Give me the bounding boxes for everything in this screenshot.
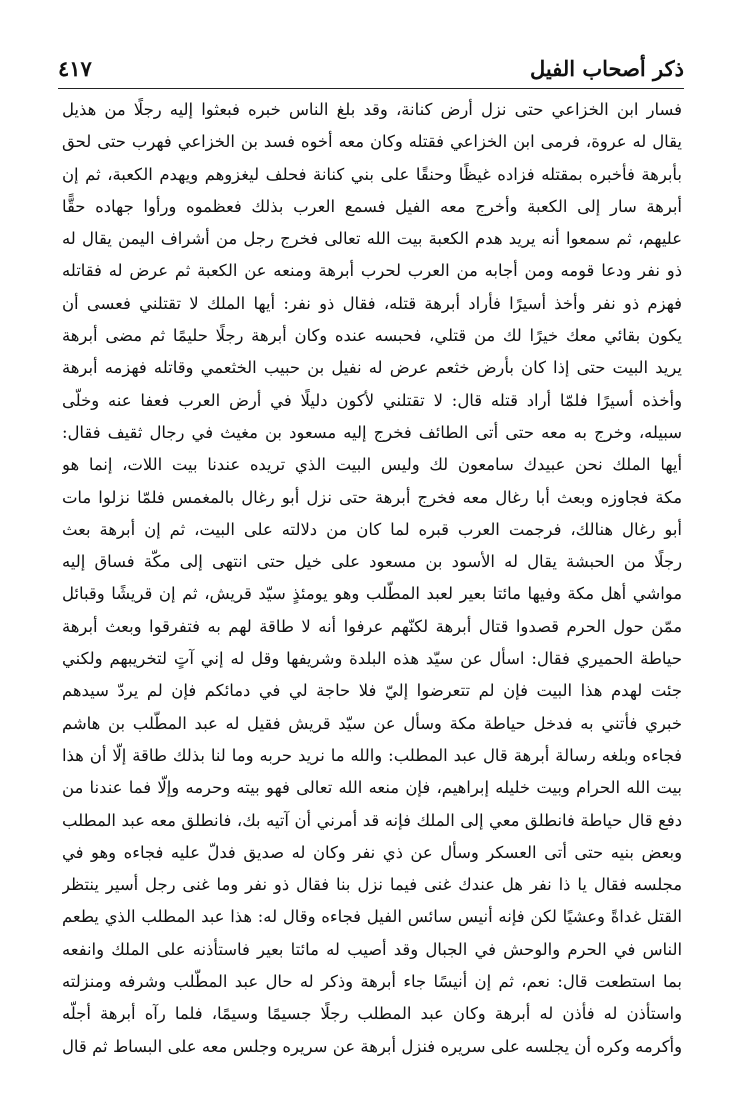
text-line: فسار ابن الخزاعي حتى نزل أرض كنانة، وقد بلغ الناس خبره فبعثوا إليه رجلًا من هذيل (62, 100, 682, 119)
text-line: واستأذن له فأذن له أبرهة وكان عبد المطلب رجلًا جسيمًا وسيمًا، فلما رآه أبرهة أجلّه (62, 1004, 682, 1024)
text-line: يكون بقائي معك خيرًا لك من قتلي، فحبسه عنده وكان أبرهة رجلًا حليمًا ثم مضى أبرهة (62, 326, 682, 346)
text-line: أيها الملك نحن عبيدك سامعون لك وليس البيت الذي تريده عندنا بيت اللات، إنما هو (62, 455, 682, 475)
text-line: وأخذه أسيرًا فلمّا أراد قتله قال: لا تقتلني لأكون دليلًا في أرض العرب فعفا عنه وخلّى (62, 390, 682, 410)
text-line: فهزم ذو نفر وأخذ أسيرًا فأراد أبرهة قتله، فقال ذو نفر: أيها الملك لا تقتلني فعسى أن (62, 293, 682, 313)
text-line: جئت لهدم هذا البيت فإن لم تتعرضوا إليّ فلا حاجة لي في دمائكم فإن لم يردّ سيدهم (62, 681, 682, 701)
text-line: الناس في الحرم والوحش في الجبال وقد أصيب له مائتا بعير فاستأذنه على الملك وانفعه (62, 939, 682, 959)
text-line: فجاءه وبلغه رسالة أبرهة قال عبد المطلب: والله ما نريد حربه وما لنا بذلك طاقة إلّا أن هذا (62, 745, 682, 765)
text-line: مجلسه فقال يا ذا نفر هل عندك غنى فيما نزل بنا فقال ذو نفر وما غنى رجل أسير ينتظر (62, 875, 682, 895)
chapter-title: ذكر أصحاب الفيل (529, 56, 684, 81)
text-line: حياطة الحميري فقال: اسأل عن سيّد هذه البلدة وشريفها وقل له إني آتٍ لتخريبهم ولكني (62, 649, 682, 669)
text-line: يريد البيت حتى إذا كان بأرض خثعم عرض له نفيل بن حبيب الخثعمي وقاتله فهزمه أبرهة (62, 358, 682, 378)
text-line: وأكرمه وكره أن يجلسه على سريره فنزل أبرهة عن سريره وجلس معه على البساط ثم قال (62, 1036, 682, 1056)
text-line: ذو نفر ودعا قومه ومن أجابه من العرب لحرب أبرهة ومنعه عن الكعبة ثم عرض له فقاتله (62, 261, 682, 281)
text-line: بأبرهة فأخبره بمقتله فزاده غيظًا وحنقًا على بني كنانة فحلف ليغزوهم ويهدم الكعبة، ثم إن (62, 164, 682, 184)
text-line: أبو رغال هنالك، فرجمت العرب قبره لما كان من دلالته على البيت، ثم إن أبرهة بعث (62, 519, 682, 539)
text-line: ممّن حول الحرم قصدوا قتال أبرهة لكنّهم عرفوا أنه لا طاقة لهم به فتفرقوا وبعث أبرهة (62, 616, 682, 636)
page-number: ٤١٧ (58, 56, 92, 81)
text-line: بما استطعت قال: نعم، ثم إن أنيسًا جاء أبرهة وذكر له حال عبد المطّلب وشرفه ومنزلته (62, 972, 682, 992)
text-line: وبعض بنيه حتى أتى العسكر وسأل عن ذي نفر وكان له صديق فدلّ عليه فجاءه وهو في (62, 842, 682, 862)
text-line: يقال له عروة، فرمى ابن الخزاعي فقتله وكان معه أخوه فسد بن الخزاعي فهرب حتى لحق (62, 132, 682, 152)
text-line: القتل غداةً وعشيًا لكن فإنه أنيس سائس الفيل فجاءه وقال له: هذا عبد المطلب الذي يطعم (62, 907, 682, 927)
text-line: دفع قال حياطة فانطلق معي إلى الملك فإنه قد أمرني أن آتيه بك، فانطلق معه عبد المطلب (62, 810, 682, 830)
body-text (62, 94, 682, 1063)
header-rule (58, 88, 684, 89)
text-line: مكة فجاوزه وبعث أبا رغال معه فخرج أبرهة حتى نزل أبو رغال بالمغمس فلمّا نزلوا مات (62, 487, 682, 507)
text-line: بيت الله الحرام وبيت خليله إبراهيم، فإن منعه الله تعالى فهو بيته وحرمه وإلّا فما عندنا من (62, 778, 682, 798)
text-line: عليهم، ثم سمعوا أنه يريد هدم الكعبة بيت الله تعالى فخرج رجل من أشراف اليمن يقال له (62, 229, 682, 249)
text-line: مواشي أهل مكة وفيها مائتا بعير لعبد المطّلب وهو يومئذٍ سيّد قريش، ثم إن قريشًا وقبائل (62, 584, 682, 604)
text-line: أبرهة سار إلى الكعبة وأخرج معه الفيل فسمع العرب بذلك فعظموه ورأوا جهاده حقًّا (62, 196, 682, 216)
text-line: سبيله، وخرج به معه حتى أتى الطائف فخرج إليه مسعود بن مغيث في رجال ثقيف فقال: (62, 422, 682, 442)
text-line: خبري فأتني به فدخل حياطة مكة وسأل عن سيّد قريش فقيل له عبد المطّلب بن هاشم (62, 713, 682, 733)
text-line: رجلًا من الحبشة يقال له الأسود بن مسعود على خيل حتى انتهى إلى مكّة فساق إليه (62, 552, 682, 572)
page-header (58, 52, 684, 86)
